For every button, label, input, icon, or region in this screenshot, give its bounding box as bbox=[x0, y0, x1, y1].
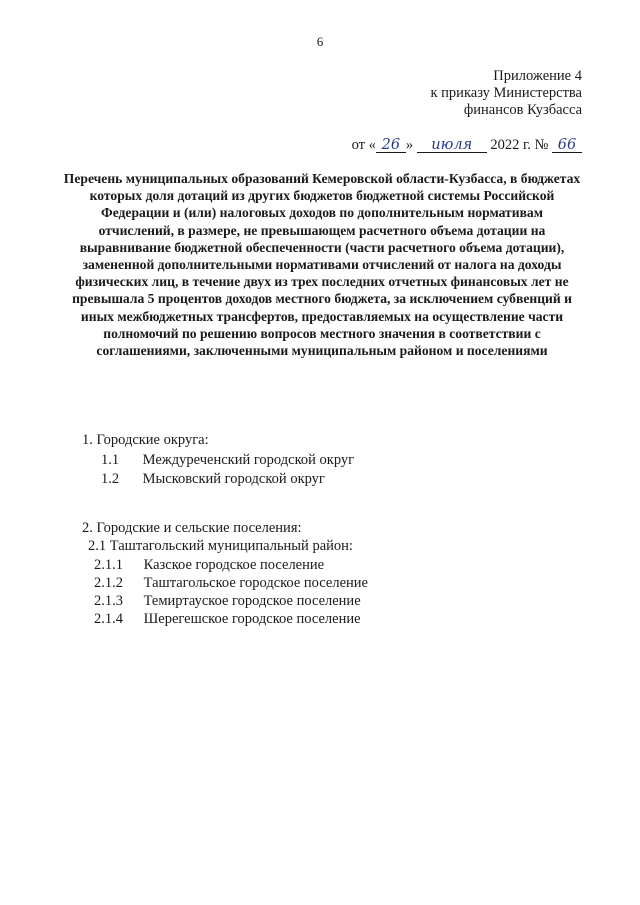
order-prefix: от « bbox=[351, 137, 376, 153]
item-number: 1.1 bbox=[101, 452, 120, 468]
list-item bbox=[94, 593, 361, 610]
appendix-header bbox=[431, 68, 583, 119]
item-number: 2.1.3 bbox=[94, 593, 123, 609]
list-item bbox=[94, 575, 368, 592]
handwritten-month: июля bbox=[417, 138, 487, 153]
item-name: Междуреченский городской округ bbox=[142, 452, 355, 468]
section-1-heading: 1. Городские округа: bbox=[82, 432, 209, 448]
document-title: Перечень муниципальных образований Кемеровской области-Кузбасса, в бюджетах которых доля дотаций из других бюджетов бюджетной системы Российской Федерации и (или) налоговых доходов по дополнительным нормативам отчислений, в размере, не превышающем расчетного объема дотации на выравнивание бюджетной обеспеченности (части расчетного объема дотации), замененной дополнительными нормативами отчислений от налога на доходы физических лиц, в течение двух из трех последних отчетных финансовых лет не превышала 5 процентов доходов местного бюджета, за исключением субвенций и иных межбюджетных трансфертов, предоставляемых на осуществление части полномочий по решению вопросов местного значения в соответствии с соглашениями, заключенными муниципальным районом и поселениями bbox=[63, 171, 581, 359]
order-date-line bbox=[352, 137, 582, 154]
handwritten-day: 26 bbox=[376, 138, 406, 153]
handwritten-order-number: 66 bbox=[552, 138, 582, 153]
appendix-line-1: Приложение 4 bbox=[493, 68, 582, 84]
section-2-heading: 2. Городские и сельские поселения: bbox=[82, 520, 302, 536]
item-number: 2.1.4 bbox=[94, 611, 123, 627]
item-name: Казское городское поселение bbox=[143, 557, 325, 573]
item-name: Шерегешское городское поселение bbox=[143, 611, 361, 627]
item-number: 2.1.1 bbox=[94, 557, 123, 573]
list-item bbox=[94, 557, 324, 574]
item-name: Мысковский городской округ bbox=[142, 471, 325, 487]
item-number: 2.1.2 bbox=[94, 575, 123, 591]
item-number: 1.2 bbox=[101, 471, 120, 487]
appendix-line-3: финансов Кузбасса bbox=[463, 102, 582, 118]
page-number: 6 bbox=[316, 34, 324, 49]
list-item bbox=[101, 471, 325, 488]
section-2-subheading: 2.1 Таштагольский муниципальный район: bbox=[88, 538, 353, 554]
item-name: Темиртауское городское поселение bbox=[143, 593, 361, 609]
appendix-line-2: к приказу Министерства bbox=[430, 85, 582, 101]
list-item bbox=[94, 611, 361, 628]
list-item bbox=[101, 452, 354, 469]
order-year: 2022 г. № bbox=[490, 137, 549, 153]
item-name: Таштагольское городское поселение bbox=[143, 575, 368, 591]
order-mid: » bbox=[405, 137, 414, 153]
